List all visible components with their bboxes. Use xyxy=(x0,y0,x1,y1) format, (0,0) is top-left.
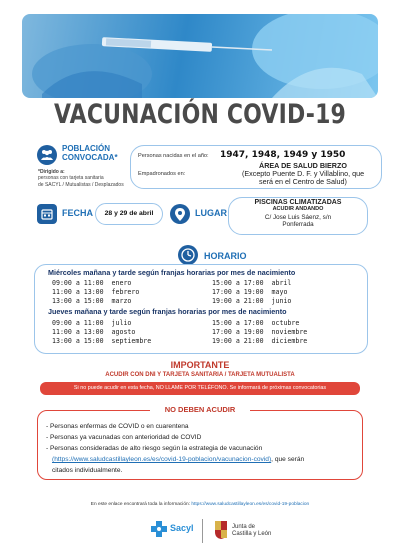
poblacion-label: POBLACIÓN xyxy=(62,144,110,153)
lugar-sub: ACUDIR ANDANDO xyxy=(272,206,324,213)
schedule-row: 15:00 a 17:00 abril xyxy=(212,279,292,287)
horario-block1-title: Miércoles mañana y tarde según franjas horarias por mes de nacimiento xyxy=(48,268,296,277)
no-acudir-item: - Personas enfermas de COVID o en cuarentena xyxy=(46,423,189,430)
schedule-row: 17:00 a 19:00 mayo xyxy=(212,288,288,296)
sacyl-logo-text: Sacyl xyxy=(170,523,194,533)
area-exception: (Excepto Puente D. F. y Villablino, que xyxy=(241,169,365,178)
sacyl-logo-icon xyxy=(150,520,168,538)
vacunacion-link[interactable]: (https://www.saludcastillayleon.es/es/covid-19-poblacion/vacunacion-covid) xyxy=(52,456,272,463)
schedule-row: 09:00 a 11:00 enero xyxy=(52,279,132,287)
schedule-row: 15:00 a 17:00 octubre xyxy=(212,319,300,327)
hero-vaccine-image xyxy=(22,14,378,98)
lugar-city: Ponferrada xyxy=(282,221,314,229)
dirigido-note-line: personas con tarjeta sanitaria xyxy=(38,175,104,182)
lugar-label: LUGAR xyxy=(195,208,227,218)
schedule-row: 11:00 a 13:00 febrero xyxy=(52,288,140,296)
nacidas-label: Personas nacidas en el año: xyxy=(138,153,209,159)
page-title: VACUNACIÓN COVID-19 xyxy=(53,99,347,130)
importante-title: IMPORTANTE xyxy=(170,360,230,370)
no-acudir-item-tail: , que serán xyxy=(271,456,305,463)
footer-divider xyxy=(202,519,203,543)
horario-label: HORARIO xyxy=(204,251,247,261)
clock-icon xyxy=(178,245,198,265)
fecha-value: 28 y 29 de abril xyxy=(104,210,154,217)
empadronados-label: Empadronados en: xyxy=(138,171,186,177)
no-acudir-item-tail: citados individualmente. xyxy=(52,467,123,474)
dirigido-note-line: de SACYL / Mutualistas / Desplazados xyxy=(38,181,124,188)
location-pin-icon xyxy=(170,204,190,224)
no-acudir-title: NO DEBEN ACUDIR xyxy=(150,405,250,414)
lugar-address: C/ Jose Luis Sáenz, s/n xyxy=(264,213,332,221)
warning-banner-text: Si no puede acudir en esta fecha, NO LLAME POR TELÉFONO. Se informará de próximas convocatorias xyxy=(73,385,327,391)
junta-coat-of-arms-icon xyxy=(214,520,228,540)
convocada-label: CONVOCADA* xyxy=(62,153,118,162)
schedule-row: 19:00 a 21:00 junio xyxy=(212,297,292,305)
calendar-icon xyxy=(37,204,57,224)
schedule-row: 13:00 a 15:00 septiembre xyxy=(52,337,152,345)
importante-subtitle: ACUDIR CON DNI Y TARJETA SANITARIA / TARJETA MUTUALISTA xyxy=(105,372,295,378)
schedule-row: 13:00 a 15:00 marzo xyxy=(52,297,132,305)
schedule-row: 11:00 a 13:00 agosto xyxy=(52,328,136,336)
footer-link-label: En este enlace encontrará toda la información: xyxy=(90,502,190,507)
schedule-row: 19:00 a 21:00 diciembre xyxy=(212,337,308,345)
dirigido-note: *Dirigido a: xyxy=(38,169,65,175)
schedule-row: 17:00 a 19:00 noviembre xyxy=(212,328,308,336)
schedule-row: 09:00 a 11:00 julio xyxy=(52,319,132,327)
no-acudir-item: - Personas consideradas de alto riesgo según la estrategia de vacunación xyxy=(46,445,263,452)
area-exception: será en el Centro de Salud) xyxy=(259,177,347,186)
fecha-label: FECHA xyxy=(62,208,93,218)
lugar-name: PISCINAS CLIMATIZADAS xyxy=(254,199,342,206)
no-acudir-item: - Personas ya vacunadas con anterioridad de COVID xyxy=(46,434,202,441)
area-value: ÁREA DE SALUD BIERZO xyxy=(259,161,347,170)
junta-label: Junta de xyxy=(232,524,256,530)
horario-block2-title: Jueves mañana y tarde según franjas horarias por mes de nacimiento xyxy=(48,307,287,316)
years-value: 1947, 1948, 1949 y 1950 xyxy=(220,150,346,160)
people-icon xyxy=(37,145,57,165)
footer-link[interactable]: https://www.saludcastillayleon.es/es/covid-19-poblacion xyxy=(191,502,310,507)
junta-label: Castilla y León xyxy=(232,531,272,537)
